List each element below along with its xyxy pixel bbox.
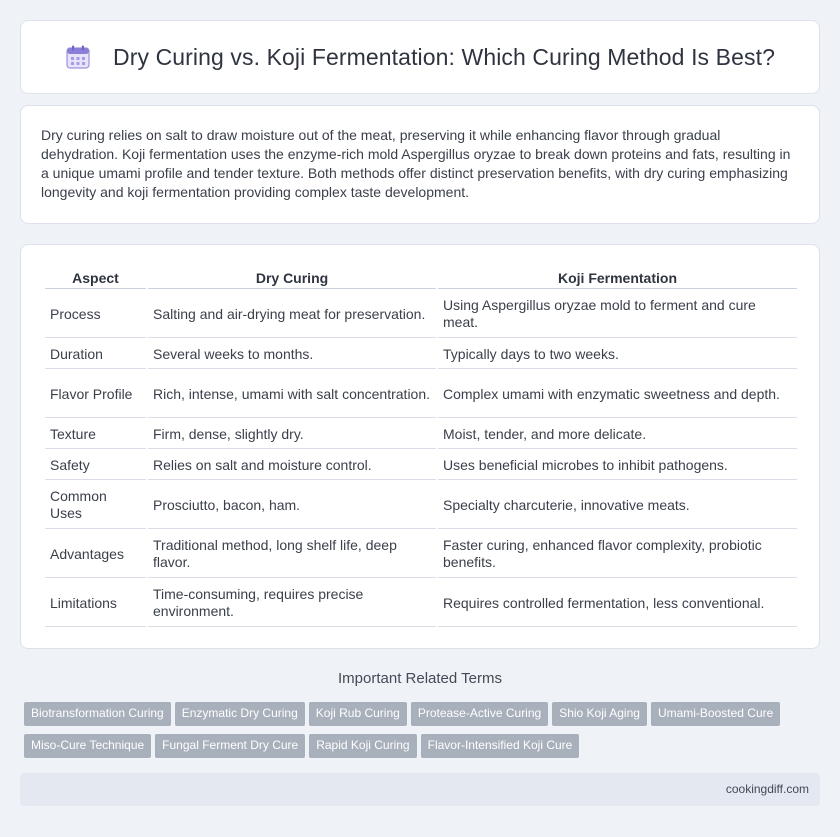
row-koji: Uses beneficial microbes to inhibit pathogens.	[438, 451, 797, 480]
related-term-tag[interactable]: Enzymatic Dry Curing	[175, 702, 305, 726]
related-term-tag[interactable]: Rapid Koji Curing	[309, 734, 416, 758]
comparison-table	[43, 265, 799, 629]
table-header-row	[45, 267, 797, 289]
row-koji: Complex umami with enzymatic sweetness and depth.	[438, 371, 797, 418]
row-dry-curing: Time-consuming, requires precise environment.	[148, 580, 436, 627]
related-term-tag[interactable]: Miso-Cure Technique	[24, 734, 151, 758]
row-aspect: Limitations	[45, 580, 146, 627]
row-dry-curing: Relies on salt and moisture control.	[148, 451, 436, 480]
table-row	[45, 371, 797, 418]
table-row	[45, 451, 797, 480]
table-row	[45, 340, 797, 369]
row-aspect: Common Uses	[45, 482, 146, 529]
table-row	[45, 482, 797, 529]
header-dry-curing: Dry Curing	[148, 267, 436, 289]
related-terms-list	[24, 702, 814, 766]
page-title: Dry Curing vs. Koji Fermentation: Which Curing Method Is Best?	[113, 43, 775, 70]
table-row	[45, 420, 797, 449]
row-aspect: Flavor Profile	[45, 371, 146, 418]
row-aspect: Safety	[45, 451, 146, 480]
row-aspect: Process	[45, 291, 146, 338]
row-dry-curing: Several weeks to months.	[148, 340, 436, 369]
row-aspect: Texture	[45, 420, 146, 449]
header-aspect: Aspect	[45, 267, 146, 289]
row-aspect: Advantages	[45, 531, 146, 578]
related-term-tag[interactable]: Shio Koji Aging	[552, 702, 647, 726]
row-koji: Specialty charcuterie, innovative meats.	[438, 482, 797, 529]
intro-text: Dry curing relies on salt to draw moisture out of the meat, preserving it while enhancing flavor through gradual dehydration. Koji fermentation uses the enzyme-rich mold Aspergillus oryzae to break down proteins and fats, resulting in a unique umami profile and tender texture. Both methods offer distinct preservation benefits, with dry curing emphasizing longevity and koji fermentation providing complex taste development.	[41, 127, 791, 200]
row-dry-curing: Salting and air-drying meat for preservation.	[148, 291, 436, 338]
row-dry-curing: Firm, dense, slightly dry.	[148, 420, 436, 449]
related-terms-heading: Important Related Terms	[338, 670, 502, 687]
calendar-icon	[65, 44, 91, 70]
row-aspect: Duration	[45, 340, 146, 369]
row-koji: Typically days to two weeks.	[438, 340, 797, 369]
related-term-tag[interactable]: Umami-Boosted Cure	[651, 702, 780, 726]
footer	[20, 773, 820, 806]
table-row	[45, 531, 797, 578]
related-term-tag[interactable]: Biotransformation Curing	[24, 702, 171, 726]
row-koji: Requires controlled fermentation, less conventional.	[438, 580, 797, 627]
related-term-tag[interactable]: Fungal Ferment Dry Cure	[155, 734, 305, 758]
row-koji: Moist, tender, and more delicate.	[438, 420, 797, 449]
comparison-card	[20, 244, 820, 649]
row-dry-curing: Traditional method, long shelf life, deep flavor.	[148, 531, 436, 578]
row-dry-curing: Rich, intense, umami with salt concentration.	[148, 371, 436, 418]
table-row	[45, 291, 797, 338]
related-term-tag[interactable]: Flavor-Intensified Koji Cure	[421, 734, 580, 758]
row-dry-curing: Prosciutto, bacon, ham.	[148, 482, 436, 529]
row-koji: Faster curing, enhanced flavor complexity, probiotic benefits.	[438, 531, 797, 578]
footer-site-link[interactable]: cookingdiff.com	[725, 782, 809, 796]
title-card	[20, 20, 820, 94]
row-koji: Using Aspergillus oryzae mold to ferment and cure meat.	[438, 291, 797, 338]
related-term-tag[interactable]: Koji Rub Curing	[309, 702, 407, 726]
related-term-tag[interactable]: Protease-Active Curing	[411, 702, 548, 726]
table-row	[45, 580, 797, 627]
intro-card	[20, 105, 820, 224]
header-koji-fermentation: Koji Fermentation	[438, 267, 797, 289]
